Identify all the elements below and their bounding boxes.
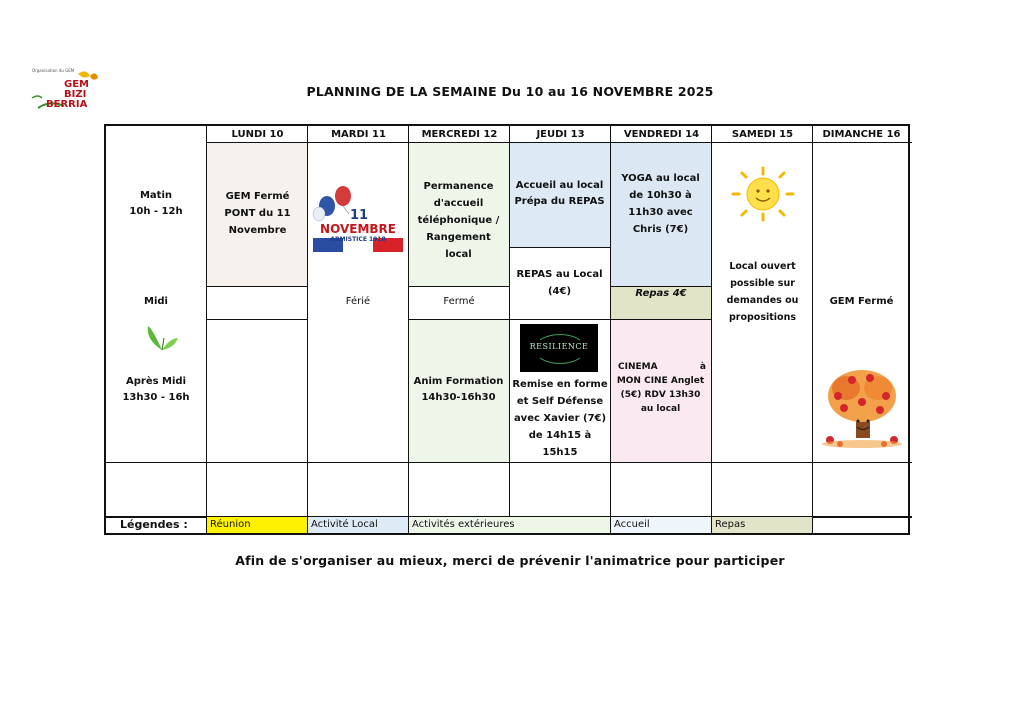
vendredi-noon-text: Repas 4€: [635, 288, 687, 299]
dimanche-text: GEM Fermé: [829, 296, 894, 307]
logo-caption: Organisation du GEM: [32, 68, 75, 73]
legend-accueil: Accueil: [611, 517, 711, 533]
vendredi-afternoon-title: CINEMA à: [618, 362, 706, 372]
jeudi-morning-text: Accueil au local Prépa du REPAS: [514, 180, 605, 207]
armistice-month: NOVEMBRE: [320, 222, 396, 236]
sun-icon: [728, 164, 798, 224]
time-afternoon-hours: 13h30 - 16h: [122, 392, 190, 403]
time-morning-label: Matin: [139, 190, 173, 201]
header-vendredi: VENDREDI 14: [623, 129, 700, 140]
time-afternoon-label: Après Midi: [125, 376, 186, 387]
page-title: PLANNING DE LA SEMAINE Du 10 au 16 NOVEMBRE 2025: [306, 84, 714, 99]
legend-repas: Repas: [712, 517, 812, 533]
mercredi-noon-text: Fermé: [443, 296, 475, 307]
legend-activite-local: Activité Local: [308, 517, 408, 533]
mercredi-afternoon-text: Anim Formation 14h30-16h30: [413, 376, 504, 403]
armistice-caption: ARMISTICE 1918: [330, 236, 386, 243]
jeudi-noon-text: REPAS au Local (4€): [516, 269, 603, 297]
schedule-table: [104, 124, 910, 535]
logo-word-berria: BERRIA: [46, 99, 88, 110]
logo-word-gem: GEM: [64, 79, 89, 90]
vendredi-afternoon-text: MON CINE Anglet (5€) RDV 13h30 au local: [616, 376, 705, 414]
armistice-day: 11: [349, 208, 369, 223]
jeudi-afternoon-text: Remise en forme et Self Défense avec Xavier (7€) de 14h15 à 15h15: [512, 379, 608, 458]
legend-label: Légendes :: [120, 518, 188, 531]
header-dimanche: DIMANCHE 16: [822, 129, 901, 140]
samedi-text: Local ouvert possible sur demandes ou propositions: [726, 261, 799, 323]
mardi-noon-text: Férié: [345, 296, 371, 307]
vendredi-morning-text: YOGA au local de 10h30 à 11h30 avec Chris (7€): [621, 173, 700, 235]
footer-note: Afin de s'organiser au mieux, merci de prévenir l'animatrice pour participer: [235, 553, 785, 568]
header-mardi: MARDI 11: [331, 129, 386, 140]
gem-logo: [30, 68, 102, 116]
header-jeudi: JEUDI 13: [536, 129, 585, 140]
resilience-logo: [520, 324, 598, 372]
lundi-morning-text: GEM Fermé PONT du 11 Novembre: [224, 191, 291, 236]
mercredi-morning-text: Permanence d'accueil téléphonique / Rangement local: [417, 181, 500, 260]
time-morning-hours: 10h - 12h: [129, 206, 183, 217]
header-lundi: LUNDI 10: [231, 129, 284, 140]
autumn-tree-icon: [818, 366, 906, 450]
header-mercredi: MERCREDI 12: [421, 129, 498, 140]
butterfly-icon: [144, 324, 180, 354]
logo-word-bizi: BIZI: [64, 89, 87, 100]
time-noon-label: Midi: [144, 296, 168, 307]
header-samedi: SAMEDI 15: [731, 129, 794, 140]
resilience-logo-text: RESILIENCE: [529, 342, 589, 351]
legend-activites-exterieures: Activités extérieures: [409, 517, 610, 533]
legend-reunion: Réunion: [207, 517, 307, 533]
